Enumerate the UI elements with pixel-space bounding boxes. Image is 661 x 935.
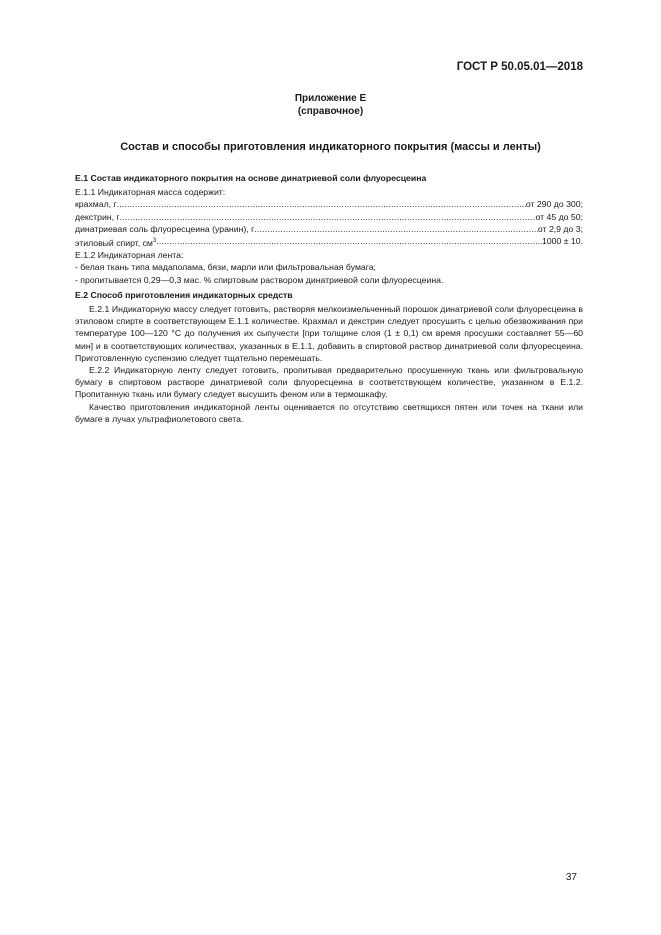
ingredient-label [75,235,156,249]
annex-subtitle: (справочное) [297,106,364,117]
list-item: - пропитывается 0,29—0,3 мас. % спиртовым раствором динатриевой соли флуоресцеина. [75,274,444,285]
annex-title-block [0,92,661,118]
annex-title: Приложение Е [294,93,367,104]
ingredient-value: от 2,9 до 3; [537,223,583,234]
list-item: - белая ткань типа мадаполама, бязи, марли или фильтровальная бумага; [75,262,376,273]
dot-leader [117,198,526,210]
document-body [75,172,583,425]
ingredient-label-text: этиловый спирт, см [75,237,153,248]
ingredient-label: декстрин, г [75,211,120,222]
standard-code: ГОСТ Р 50.05.01—2018 [456,61,583,73]
ingredient-value: 1000 ± 10. [542,236,583,247]
ingredient-row [75,235,583,249]
ingredient-label: динатриевая соль флуоресцеина (уранин), г [75,223,255,234]
section-1-title: Е.1 Состав индикаторного покрытия на основе динатриевой соли флуоресцеина [75,173,427,183]
ingredient-row [75,211,583,223]
item-1-1-intro: Е.1.1 Индикаторная масса содержит: [75,187,226,198]
paragraph-quality: Качество приготовления индикаторной ленты оценивается по отсутствию светящихся пятен или точек на ткани или бумаге в лучах ультрафиолетового света. [75,401,583,424]
dot-leader [120,211,536,223]
page-number: 37 [565,872,577,883]
item-1-2-intro: Е.1.2 Индикаторная лента: [75,250,184,261]
ingredient-row [75,223,583,235]
main-heading: Состав и способы приготовления индикаторного покрытия (массы и ленты) [120,141,541,153]
dot-leader [156,235,542,249]
ingredient-label: крахмал, г [75,199,117,210]
ingredient-row [75,198,583,210]
paragraph-e-2-2: Е.2.2 Индикаторную ленту следует готовить, пропитывая предварительно просушенную ткань или фильтровальную бумагу в спиртовом растворе динатриевой соли флуоресцеина в соответствующем количестве, указанном в Е.1.2. Пропитанную ткань или бумагу следует высушить феном или в термошкафу. [75,364,583,400]
section-2-title: Е.2 Способ приготовления индикаторных средств [75,289,293,300]
ingredient-value: от 290 до 300; [525,199,583,210]
unit-superscript: 3 [152,238,157,245]
paragraph-e-2-1: Е.2.1 Индикаторную массу следует готовить, растворяя мелкоизмельченный порошок динатриевой соли флуоресцеина в этиловом спирте в соответствующем Е.1.1 количестве. Крахмал и декстрин следует просушить с целью обезвоживания при температуре 100—120 °С до получения их сыпучести [при толщине слоя (1 ± 0,1) см время просушки составляет 55—60 мин] и в соответствующих количествах, указанных в Е.1.1, добавить в спиртовой раствор динатриевой соли флуоресцеина. Приготовленную суспензию следует тщательно перемешать. [75,303,583,363]
ingredient-value: от 45 до 50; [535,211,583,222]
dot-leader [254,223,538,235]
